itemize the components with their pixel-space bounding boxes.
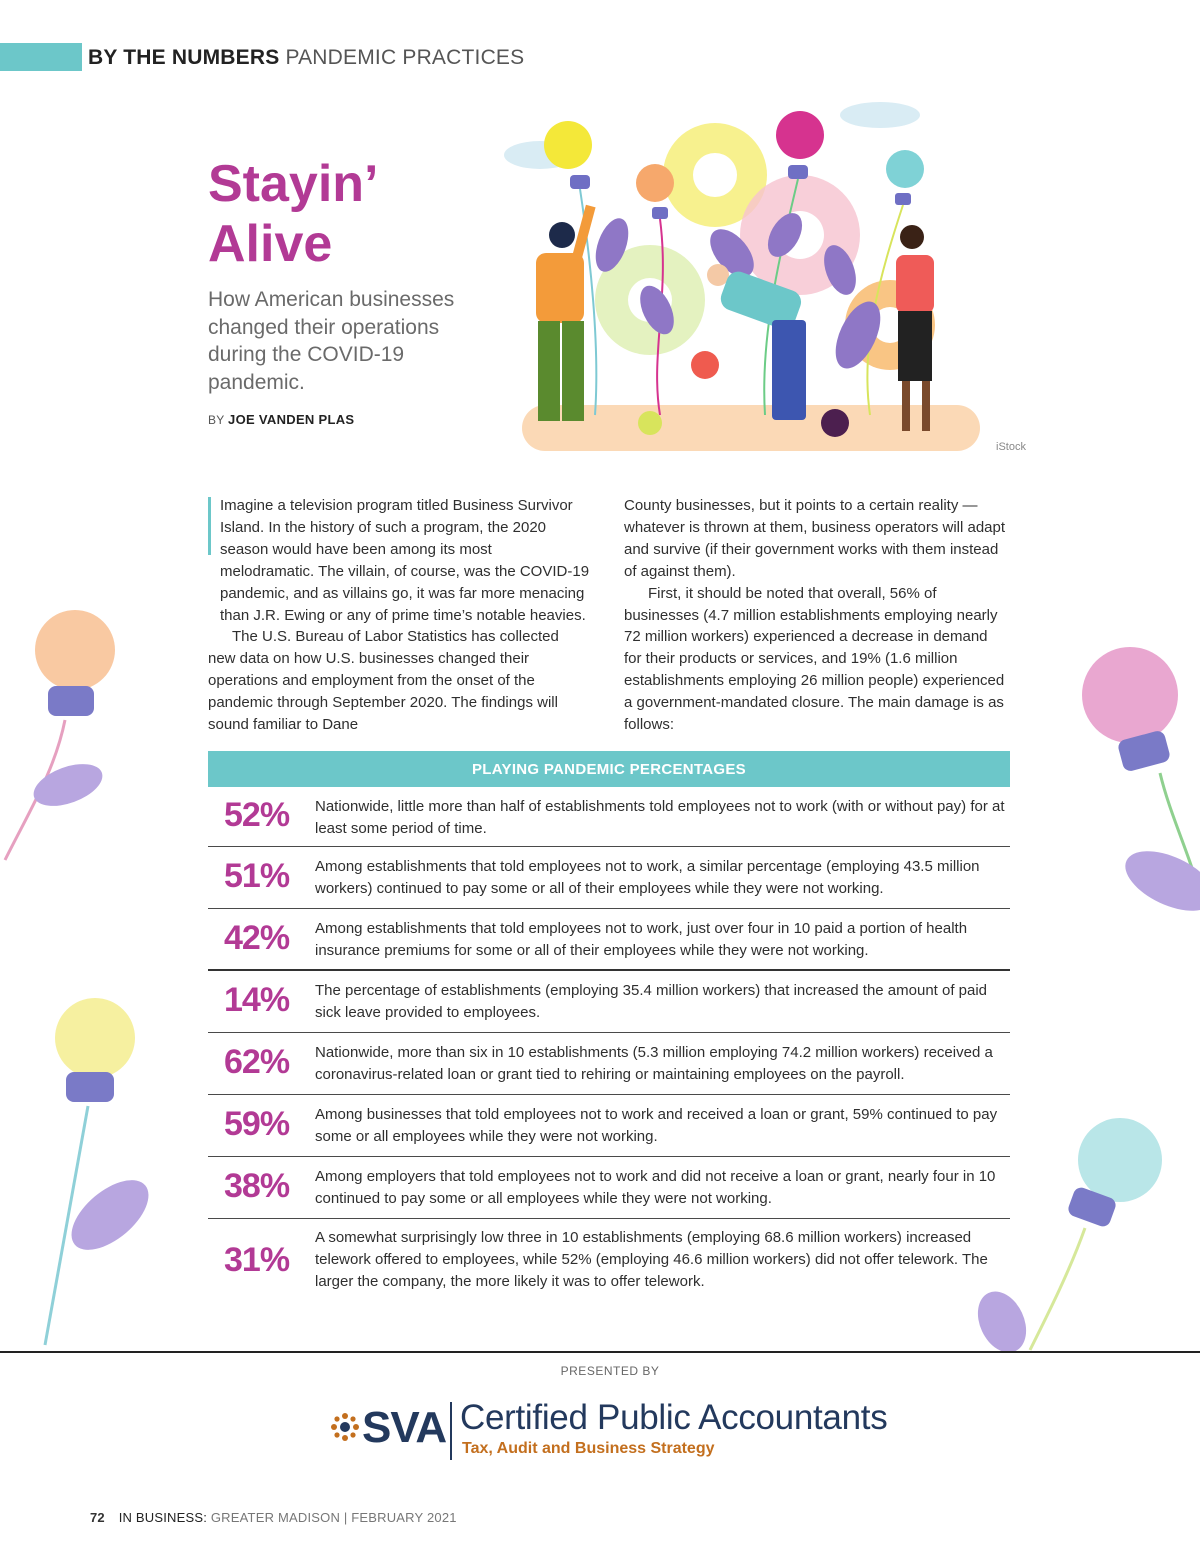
person-figure-right — [896, 225, 934, 431]
table-row — [208, 1157, 1010, 1219]
section-color-bar — [0, 43, 82, 71]
cloud-shape — [840, 102, 920, 128]
percentage-value: 59% — [224, 1105, 290, 1143]
lightbulb-icon — [544, 121, 592, 169]
lightbulb-icon — [636, 164, 674, 202]
section-header — [88, 46, 524, 70]
percentage-description: The percentage of establishments (employing 35.4 million workers) that increased the amount of paid sick leave provided to employees. — [315, 982, 988, 1021]
byline-prefix: BY — [208, 413, 225, 427]
lightbulb-icon — [1078, 1118, 1162, 1202]
table-heading: PLAYING PANDEMIC PERCENTAGES — [208, 751, 1010, 787]
sponsor-logo-mark-icon — [330, 1412, 360, 1442]
table-row — [208, 787, 1010, 847]
page-folio — [90, 1510, 457, 1525]
percentage-value: 52% — [224, 796, 290, 834]
article-title: Stayin’ Alive — [208, 155, 376, 273]
decorative-bulb-left-bottom — [0, 960, 170, 1350]
lightbulb-icon — [638, 411, 662, 435]
lightbulb-icon — [886, 150, 924, 188]
percentage-value: 42% — [224, 919, 290, 957]
percentage-description: Nationwide, more than six in 10 establishments (5.3 million employing 74.2 million workers) received a coronavirus-related loan or grant tied to rehiring or maintaining employees on the payroll. — [315, 1044, 993, 1083]
table-row — [208, 1219, 1010, 1305]
body-column-1 — [208, 495, 590, 736]
presented-by-label: PRESENTED BY — [560, 1364, 660, 1378]
leaf-shape — [28, 756, 108, 814]
lightbulb-icon — [691, 351, 719, 379]
decorative-bulb-right-top — [1030, 615, 1200, 915]
paragraph: The U.S. Bureau of Labor Statistics has collected new data on how U.S. businesses changed their operations and employment from the onset of the pandemic through September 2020. The findings will sound familiar to Dane — [208, 628, 559, 734]
sponsor-tagline: Tax, Audit and Business Strategy — [462, 1440, 715, 1457]
paragraph: First, it should be noted that overall, 56% of businesses (4.7 million establishments employing nearly 72 million workers) experienced a decrease in demand for their products or services, and 19% (1.6 million establishments employing 26 million people) experienced a government-mandated closure. The main damage is as follows: — [624, 584, 1005, 734]
table-row — [208, 847, 1010, 909]
percentage-value: 31% — [224, 1241, 290, 1279]
percentage-value: 62% — [224, 1043, 290, 1081]
lightbulb-icon — [35, 610, 115, 690]
table-row — [208, 1033, 1010, 1095]
byline — [208, 412, 354, 427]
lightbulb-icon — [821, 409, 849, 437]
lightbulb-icon — [1082, 647, 1178, 743]
lightbulb-icon — [55, 998, 135, 1078]
percentages-table — [208, 787, 1010, 1305]
publication-name: IN BUSINESS: — [118, 1510, 208, 1525]
author-name: JOE VANDEN PLAS — [228, 412, 355, 427]
sponsor-mark: SVA — [362, 1403, 447, 1452]
table-row — [208, 909, 1010, 971]
percentage-description: Nationwide, little more than half of establishments told employees not to work (with or without pay) for at least some period of time. — [315, 798, 1005, 837]
paragraph: County businesses, but it points to a certain reality — whatever is thrown at them, business operators will adapt and survive (if their government works with them instead of against them). — [624, 497, 1006, 580]
paragraph: Imagine a television program titled Business Survivor Island. In the history of such a program, the 2020 season would have been among its most melodramatic. The villain, of course, was the COVID-19 pandemic, and as villains go, it was far more menacing than J.R. Ewing or any of prime time’s notable heavies. — [220, 497, 590, 624]
section-topic: PANDEMIC PRACTICES — [285, 46, 525, 69]
sponsor-name: Certified Public Accountants — [460, 1398, 888, 1437]
edition-label: GREATER MADISON | FEBRUARY 2021 — [210, 1510, 457, 1525]
percentage-description: Among businesses that told employees not to work and received a loan or grant, 59% continued to pay some or all employees while they were not working. — [315, 1106, 998, 1145]
decorative-bulb-left-top — [0, 590, 130, 870]
percentage-value: 51% — [224, 857, 290, 895]
percentage-description: Among employers that told employees not to work and did not receive a loan or grant, nearly four in 10 continued to pay some or all employees while they were not working. — [315, 1168, 996, 1207]
hero-illustration — [500, 95, 1020, 455]
footer-rule — [0, 1351, 1200, 1353]
page-number: 72 — [90, 1510, 105, 1525]
image-credit: iStock — [996, 441, 1026, 453]
percentage-description: Among establishments that told employees not to work, just over four in 10 paid a portion of health insurance premiums for some or all of their employees while they were not working. — [315, 920, 968, 959]
section-label: BY THE NUMBERS — [88, 46, 280, 69]
person-figure-left — [536, 205, 596, 421]
article-subtitle: How American businesses changed their operations during the COVID-19 pandemic. — [208, 288, 455, 394]
table-row — [208, 971, 1010, 1033]
percentage-value: 14% — [224, 981, 290, 1019]
percentage-value: 38% — [224, 1167, 290, 1205]
leaf-shape — [1116, 839, 1200, 915]
body-column-2 — [624, 495, 1006, 736]
lightbulb-icon — [776, 111, 824, 159]
table-row — [208, 1095, 1010, 1157]
percentage-description: A somewhat surprisingly low three in 10 establishments (employing 68.6 million workers) increased telework offered to employees, while 52% (employing 46.6 million workers) did not offer telework. The larger the company, the more likely it was to offer telework. — [315, 1229, 988, 1290]
illustration-ground — [522, 405, 980, 451]
sponsor-divider — [450, 1402, 452, 1460]
percentage-description: Among establishments that told employees not to work, a similar percentage (employing 43.5 million workers) continued to pay some or all of their employees while they were not working. — [315, 858, 980, 897]
